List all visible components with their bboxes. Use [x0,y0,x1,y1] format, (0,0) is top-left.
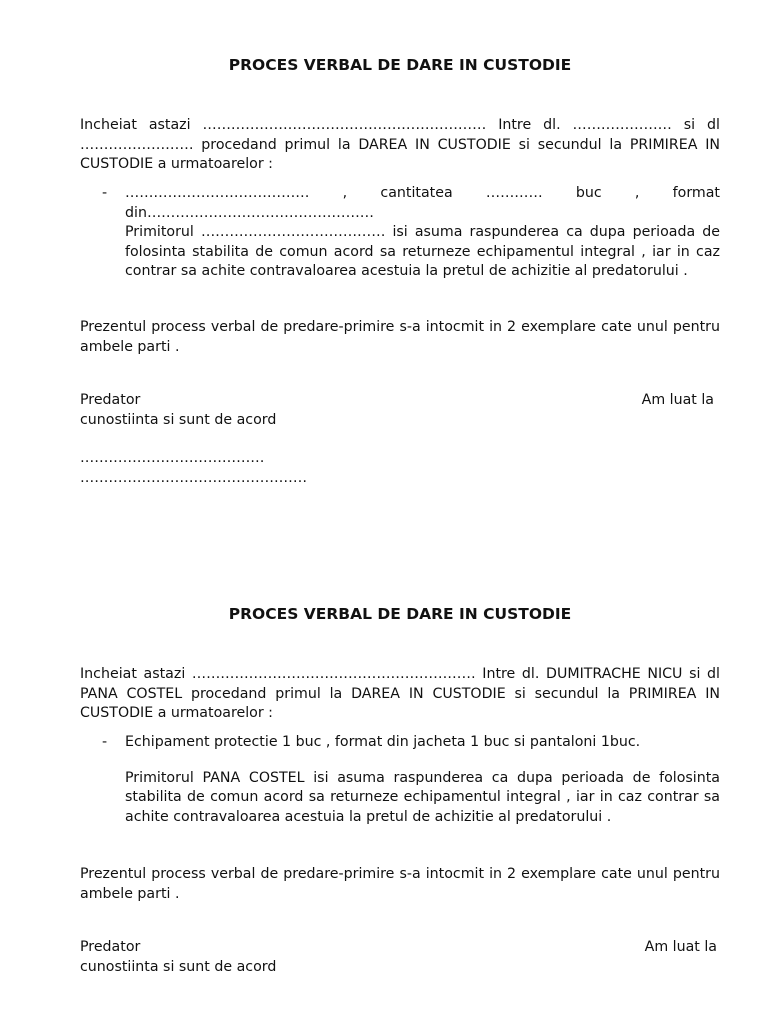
document-1-title: PROCES VERBAL DE DARE IN CUSTODIE [228,56,572,74]
document-2-closing-block [80,865,720,904]
signature-dots-1: ………………………………… [80,450,265,466]
document-1-bullet-text-1: ………………………………… , cantitatea ………… buc , format din………………………………………… [125,185,720,221]
document-1-intro: Incheiat astazi …………………………………………………… Intre dl. ………………… si dl …………………… procedand primul la DAREA IN CUSTODIE si secundul la PRIMIREA IN CUSTODIE a urmatoarelor : [80,117,720,172]
bullet-dash: - [102,185,108,201]
document-1-closing-block [80,318,720,357]
acord-label: cunostiinta si sunt de acord [80,411,277,428]
document-2-bullet-text-1: Echipament protectie 1 buc , format din jacheta 1 buc si pantaloni 1buc. [125,734,641,750]
bullet-dash: - [102,734,108,750]
document-2-bullet-text-2: Primitorul PANA COSTEL isi asuma raspunderea ca dupa perioada de folosinta stabilita de comun acord sa returneze echipamentul integral , iar in caz contrar sa achite contravaloarea acestuia la pretul de achizitie al predatorului . [125,769,720,825]
document-2-bullet-list [80,733,720,827]
document-1-intro-block [80,116,720,175]
document-2-intro: Incheiat astazi …………………………………………………… Intre dl. DUMITRACHE NICU si dl PANA COSTEL procedand primul la DAREA IN CUSTODIE si secundul la PRIMIREA IN CUSTODIE a urmatoarelor : [80,666,720,721]
am-luat-label: Am luat la [641,392,714,408]
am-luat-label: Am luat la [644,939,717,955]
document-1-dotted-lines [80,449,720,488]
signature-dots-2: ………………………………………… [80,469,307,486]
document-2 [80,605,720,625]
document-1-bullet-item [80,184,720,282]
document-2-bullet-item [80,733,720,827]
predator-label: Predator [80,939,141,955]
document-1-bullet-text-2: Primitorul ………………………………… isi asuma raspunderea ca dupa perioada de folosinta stabilita de comun acord sa returneze echipamentul integral , iar in caz contrar sa achite contravaloarea acestuia la pretul de achizitie al predatorului . [125,224,720,279]
document-2-closing: Prezentul process verbal de predare-primire s-a intocmit in 2 exemplare cate unul pentru ambele parti . [80,866,720,902]
document-1-signature-line [80,391,720,411]
document-1-closing: Prezentul process verbal de predare-primire s-a intocmit in 2 exemplare cate unul pentru ambele parti . [80,319,720,355]
document-2-signatures [80,938,720,977]
document-1-signatures [80,391,720,430]
document-1-bullet-list [80,184,720,282]
document-2-intro-block [80,665,720,724]
document-2-signature-line [80,938,720,958]
document-2-bullet-block [80,733,720,827]
predator-label: Predator [80,392,141,408]
acord-label: cunostiinta si sunt de acord [80,958,277,975]
document-1 [80,56,720,76]
document-2-title: PROCES VERBAL DE DARE IN CUSTODIE [228,605,572,623]
document-1-bullet-block [80,184,720,282]
